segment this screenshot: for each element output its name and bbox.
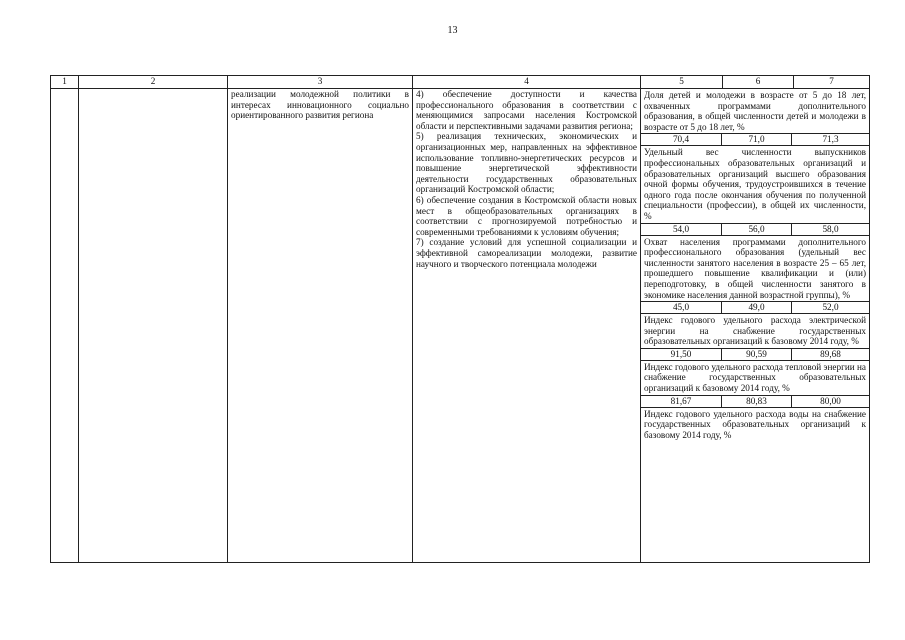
goal-item-4: 4) обеспечение доступности и качества профессионального образования в соответствии с меняющимися запросами населения Костромской области и перспективными задачами развития региона; [416,89,637,131]
header-col-1: 1 [51,76,79,89]
goal-item-5: 5) реализация технических, экономических и организационных мер, направленных на эффективное использование топливно-энергетических ресурсов и повышение энергетической эффективности деятельности государственных образовательных организаций Костромской области; [416,131,637,195]
cell-col-3: реализации молодежной политики в интересах инновационного социально ориентированного развития региона [228,89,413,563]
table-row [51,89,870,563]
indicator-values [641,133,869,146]
header-col-6: 6 [723,76,794,88]
header-col-5: 5 [641,76,723,88]
value-col-7: 71,3 [822,134,839,145]
value-col-5: 91,50 [641,349,722,360]
value-col-5: 81,67 [641,396,722,407]
value-col-7: 80,00 [820,395,841,406]
indicator-text: Охват населения программами дополнительного профессионального образования (удельный вес численности занятого населения в возрасте 25 – 65 лет, прошедшего повышение квалификации и (или) переподготовку, в общей численности занятого в экономике населения данной возрастной группы), % [644,236,866,300]
document-table [50,75,870,563]
value-col-7: 89,68 [820,348,841,359]
value-col-7: 58,0 [822,223,839,234]
indicator-text: Доля детей и молодежи в возрасте от 5 до 18 лет, охваченных программами дополнительного образования, в общей численности детей и молодежи в возрасте от 5 до 18 лет, % [644,90,866,132]
value-col-6: 90,59 [722,349,792,360]
indicator-text: Индекс годового удельного расхода тепловой энергии на снабжение государственных образовательных организаций к базовому 2014 году, % [644,361,866,394]
header-col-3: 3 [228,76,413,89]
cell-col-2 [79,89,228,563]
indicator-values [641,301,869,314]
goal-item-7: 7) создание условий для успешной социализации и эффективной самореализации молодежи, развитие научного и творческого потенциала молодежи [416,237,637,269]
table-header-row [51,76,870,89]
header-cols-5-7 [641,76,870,89]
header-col-4: 4 [413,76,641,89]
value-col-6: 56,0 [722,224,792,235]
value-col-6: 71,0 [722,134,792,145]
cell-col-1 [51,89,79,563]
header-col-2: 2 [79,76,228,89]
indicator-values [641,348,869,361]
value-col-6: 80,83 [722,396,792,407]
cell-col-4 [413,89,641,563]
value-col-7: 52,0 [822,302,839,313]
indicator-text: Индекс годового удельного расхода электрической энергии на снабжение государственных образовательных организаций к базовому 2014 году, % [644,315,866,347]
page-number: 13 [447,25,458,36]
cell-indicators [641,89,870,563]
indicator-values [641,223,869,236]
value-col-5: 45,0 [641,302,722,313]
goal-item-6: 6) обеспечение создания в Костромской области новых мест в общеобразовательных организациях в соответствии с прогнозируемой потребностью и современными требованиями к условиям обучения; [416,194,637,237]
header-col-7: 7 [829,76,834,86]
indicator-text: Удельный вес численности выпускников профессиональных образовательных организаций и образовательных организаций высшего образования очной формы обучения, трудоустроившихся в течение одного года после окончания обучения по полученной специальности (профессии), в общей их численности, % [644,147,866,221]
value-col-5: 54,0 [641,224,722,235]
indicator-text: Индекс годового удельного расхода воды на снабжение государственных образовательных организаций к базовому 2014 году, % [644,408,866,440]
indicator-values [641,395,869,408]
value-col-5: 70,4 [641,134,722,145]
value-col-6: 49,0 [722,302,792,313]
